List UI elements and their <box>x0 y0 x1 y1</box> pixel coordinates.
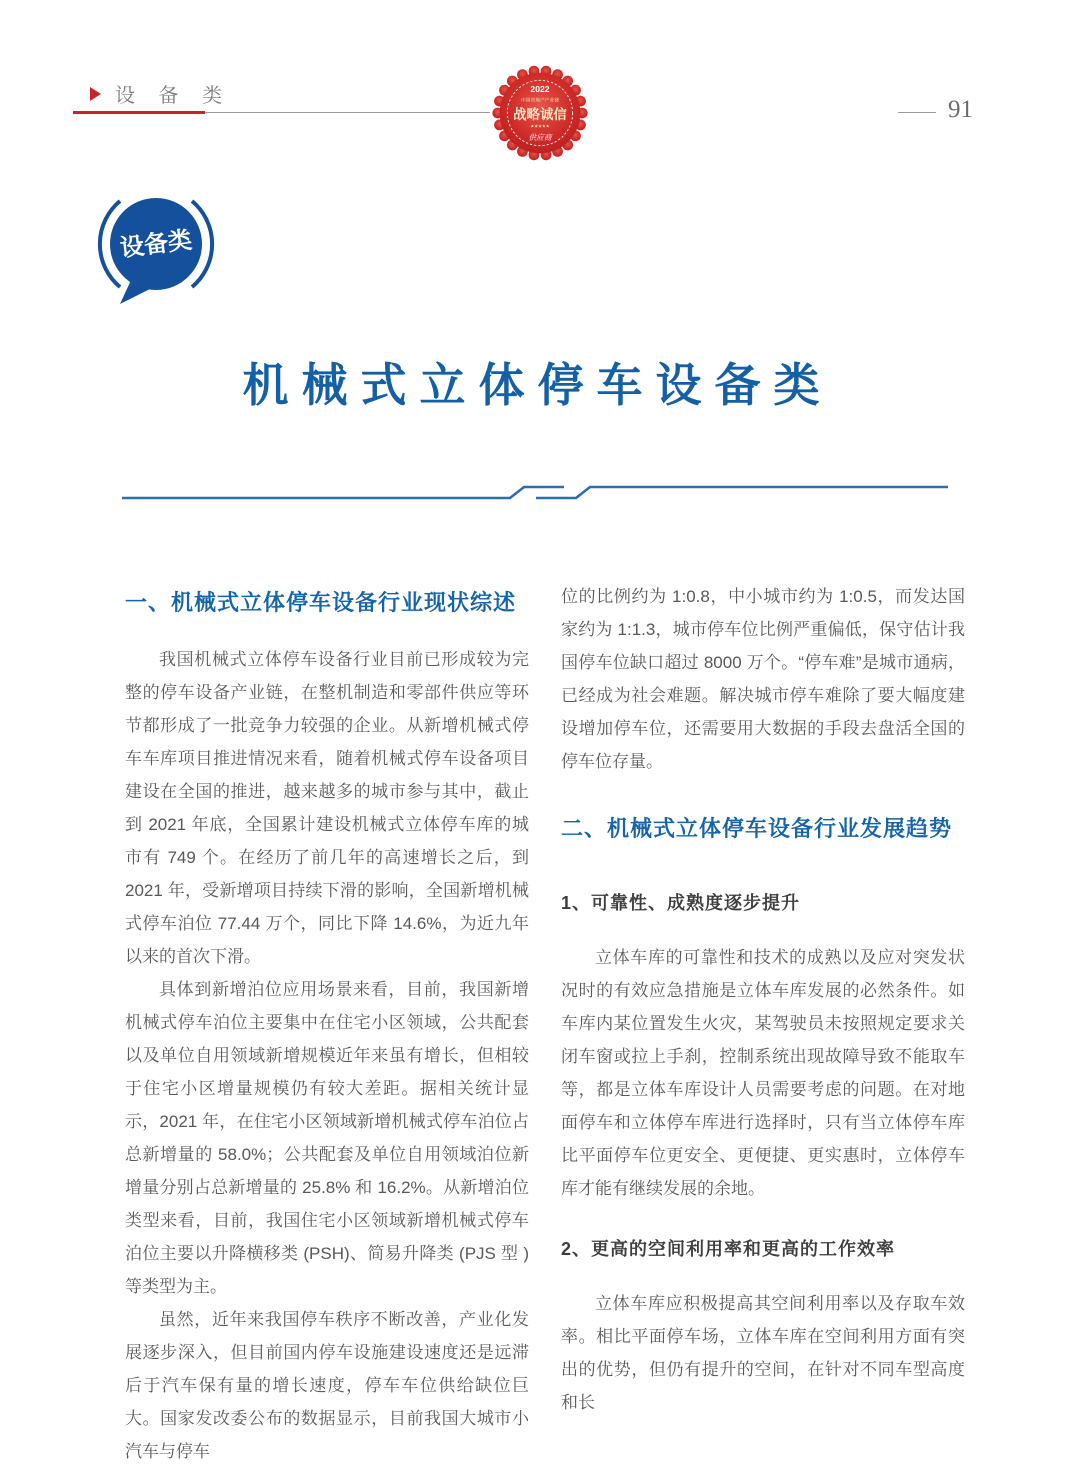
body-columns <box>125 580 965 1468</box>
speech-bubble-icon <box>86 182 226 314</box>
subsection-2-heading: 2、更高的空间利用率和更高的工作效率 <box>561 1239 896 1259</box>
page-number-rule <box>898 112 936 113</box>
section-divider <box>120 481 950 503</box>
paragraph: 立体车库应积极提高其空间利用率以及存取车效率。相比平面停车场，立体车库在空间利用方面有突出的优势，但仍有提升的空间，在针对不同车型高度和长 <box>561 1294 965 1412</box>
section-2-heading: 二、机械式立体停车设备行业发展趋势 <box>561 816 953 841</box>
paragraph: 我国机械式立体停车设备行业目前已形成较为完整的停车设备产业链，在整机制造和零部件供应等环节都形成了一批竞争力较强的企业。从新增机械式停车车库项目推进情况来看，随着机械式停车设备项目建设在全国的推进，越来越多的城市参与其中，截止到 2021 年底，全国累计建设机械式立体停车库的城市有 749 个。在经历了前几年的高速增长之后，到 2021 年，受新增项目持续下滑的影响，全国新增机械式停车泊位 77.44 万个，同比下降 14.6%，为近九年以来的首次下滑。 <box>125 650 529 966</box>
paragraph: 位的比例约为 1:0.8，中小城市约为 1:0.5，而发达国家约为 1:1.3，城市停车位比例严重偏低，保守估计我国停车位缺口超过 8000 万个。“停车难”是城市通病，已经成为社会难题。解决城市停车难除了要大幅度建设增加停车位，还需要用大数据的手段去盘活全国的停车位存量。 <box>561 587 965 771</box>
svg-text:供应商: 供应商 <box>528 132 552 142</box>
right-column <box>561 580 965 1468</box>
header-rule <box>73 111 490 114</box>
paragraph: 虽然，近年来我国停车秩序不断改善，产业化发展逐步深入，但目前国内停车设施建设速度还是远滞后于汽车保有量的增长速度，停车车位供给缺位巨大。国家发改委公布的数据显示，目前我国大城市小汽车与停车 <box>125 1310 529 1461</box>
svg-text:设备类: 设备类 <box>118 226 194 263</box>
header-rule-red <box>73 111 205 114</box>
header-category-label: 设 备 类 <box>115 85 232 107</box>
svg-text:战略诚信: 战略诚信 <box>513 106 567 122</box>
red-triangle-icon <box>90 87 101 101</box>
certification-seal <box>492 59 588 167</box>
left-column <box>125 580 529 1468</box>
header-category <box>90 79 231 108</box>
page-title: 机械式立体停车设备类 <box>242 359 833 411</box>
header-rule-gray <box>205 112 490 113</box>
category-bubble <box>86 182 226 314</box>
paragraph: 立体车库的可靠性和技术的成熟以及应对突发状况时的有效应急措施是立体车库发展的必然条件。如车库内某位置发生火灾，某驾驶员未按照规定要求关闭车窗或拉上手刹，控制系统出现故障导致不能取车等，都是立体车库设计人员需要考虑的问题。在对地面停车和立体停车库进行选择时，只有当立体停车库比平面停车位更安全、更便捷、更实惠时，立体停车库才能有继续发展的余地。 <box>561 948 965 1198</box>
section-1-heading: 一、机械式立体停车设备行业现状综述 <box>125 590 517 615</box>
paragraph: 具体到新增泊位应用场景来看，目前，我国新增机械式停车泊位主要集中在住宅小区领域，公共配套以及单位自用领域新增规模近年来虽有增长，但相较于住宅小区增量规模仍有较大差距。据相关统计显示，2021 年，在住宅小区领域新增机械式停车泊位占总新增量的 58.0%；公共配套及单位自用领域泊位新增量分别占总新增量的 25.8% 和 16.2%。从新增泊位类型来看，目前，我国住宅小区领域新增机械式停车泊位主要以升降横移类 (PSH)、简易升降类 (PJS 型 ) 等类型为主。 <box>125 980 529 1296</box>
page-number: 91 <box>948 96 973 123</box>
svg-text:2022: 2022 <box>530 83 550 94</box>
seal-icon <box>492 59 588 167</box>
svg-text:·★★★★★·: ·★★★★★· <box>528 123 552 129</box>
svg-text:中国房地产产业链: 中国房地产产业链 <box>520 98 560 104</box>
subsection-1-heading: 1、可靠性、成熟度逐步提升 <box>561 893 801 913</box>
